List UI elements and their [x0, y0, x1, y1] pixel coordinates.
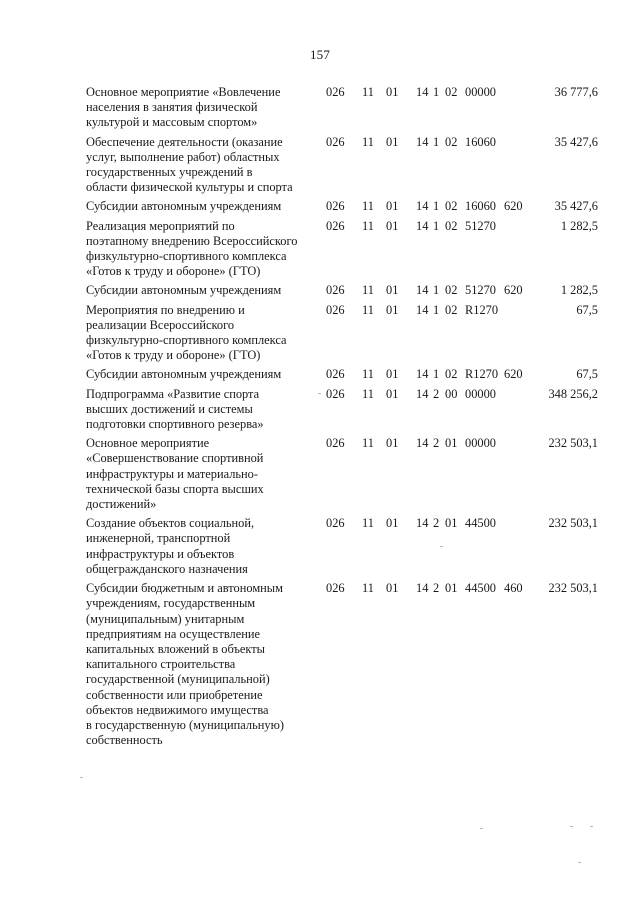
- subprogram-code: 1: [433, 283, 440, 298]
- subsection-code: 01: [386, 199, 399, 214]
- subsection-code: 01: [386, 516, 399, 531]
- scan-speck: [570, 826, 573, 827]
- subprogram-code: 1: [433, 85, 440, 99]
- amount: 35 427,6: [554, 134, 598, 149]
- subsection-code: 01: [386, 134, 399, 149]
- ministry-code: 026: [326, 134, 345, 149]
- direction-code: 00000: [465, 436, 496, 451]
- section-code: 11: [362, 134, 374, 149]
- section-code: 11: [362, 367, 374, 382]
- program-code: 14: [416, 85, 429, 99]
- table-row: [86, 581, 598, 748]
- direction-code: 16060: [465, 134, 496, 149]
- row-name: Субсидии автономным учреждениям: [86, 283, 282, 298]
- direction-code: 16060: [465, 199, 496, 214]
- section-code: 11: [362, 386, 374, 401]
- section-code: 11: [362, 302, 374, 317]
- ministry-code: 026: [326, 302, 345, 317]
- table-row: [86, 199, 598, 214]
- amount: 67,5: [576, 367, 598, 382]
- table-row: [86, 85, 598, 131]
- program-code: 14: [416, 581, 429, 596]
- program-code: 14: [416, 218, 429, 233]
- table-row: [86, 516, 598, 577]
- row-name: Основное мероприятие «Совершенствование спортивной инфраструктуры и материально- технической базы спорта высших достижений»: [86, 436, 264, 512]
- ministry-code: 026: [326, 581, 345, 596]
- subsection-code: 01: [386, 218, 399, 233]
- program-code: 14: [416, 436, 429, 451]
- main-event-code: 02: [445, 367, 458, 382]
- ministry-code: 026: [326, 283, 345, 298]
- program-code: 14: [416, 367, 429, 382]
- section-code: 11: [362, 581, 374, 596]
- expense-type-code: 620: [504, 367, 523, 382]
- expense-type-code: 620: [504, 199, 523, 214]
- subsection-code: 01: [386, 436, 399, 451]
- main-event-code: 02: [445, 302, 458, 317]
- amount: 232 503,1: [548, 436, 598, 451]
- direction-code: 00000: [465, 85, 496, 99]
- subsection-code: 01: [386, 386, 399, 401]
- subprogram-code: 1: [433, 367, 440, 382]
- amount: 35 427,6: [554, 199, 598, 214]
- subprogram-code: 1: [433, 134, 440, 149]
- main-event-code: 01: [445, 516, 458, 531]
- table-row: [86, 367, 598, 382]
- subsection-code: 01: [386, 367, 399, 382]
- program-code: 14: [416, 283, 429, 298]
- main-event-code: 02: [445, 85, 458, 99]
- amount: 1 282,5: [560, 283, 598, 298]
- ministry-code: 026: [326, 199, 345, 214]
- ministry-code: 026: [326, 367, 345, 382]
- table-row: [86, 219, 598, 280]
- row-name: Подпрограмма «Развитие спорта высших достижений и системы подготовки спортивного резерва»: [86, 386, 264, 432]
- subsection-code: 01: [386, 302, 399, 317]
- page-number: 157: [309, 47, 331, 62]
- section-code: 11: [362, 283, 374, 298]
- row-name: Основное мероприятие «Вовлечение населения в занятия физической культурой и массовым спортом»: [86, 85, 281, 130]
- row-name: Реализация мероприятий по поэтапному внедрению Всероссийского физкультурно-спортивного комплекса «Готов к труду и обороне» (ГТО): [86, 218, 298, 279]
- main-event-code: 02: [445, 199, 458, 214]
- main-event-code: 02: [445, 218, 458, 233]
- table-row: [86, 387, 598, 433]
- budget-table: [86, 85, 598, 752]
- row-name: Субсидии автономным учреждениям: [86, 367, 282, 382]
- scan-speck: [318, 393, 321, 394]
- section-code: 11: [362, 199, 374, 214]
- ministry-code: 026: [326, 386, 345, 401]
- amount: 1 282,5: [560, 218, 598, 233]
- ministry-code: 026: [326, 516, 345, 531]
- direction-code: 44500: [465, 581, 496, 596]
- program-code: 14: [416, 199, 429, 214]
- scan-speck: [80, 777, 83, 778]
- main-event-code: 01: [445, 581, 458, 596]
- expense-type-code: 620: [504, 283, 523, 298]
- row-name: Субсидии автономным учреждениям: [86, 199, 282, 214]
- program-code: 14: [416, 134, 429, 149]
- scan-speck: [480, 828, 483, 829]
- scan-speck: [440, 546, 443, 547]
- program-code: 14: [416, 302, 429, 317]
- direction-code: R1270: [465, 367, 499, 382]
- ministry-code: 026: [326, 85, 345, 99]
- main-event-code: 02: [445, 134, 458, 149]
- amount: 232 503,1: [548, 516, 598, 531]
- subprogram-code: 2: [433, 581, 440, 596]
- subprogram-code: 1: [433, 302, 440, 317]
- row-name: Субсидии бюджетным и автономным учреждениям, государственным (муниципальным) унитарным предприятиям на осуществление капитальных вложений в объекты капитального строительства государственной (муниципальной) собственности или приобретение объектов недвижимого имущества в государственную (муниципальную) собственность: [86, 581, 284, 748]
- table-row: [86, 436, 598, 512]
- program-code: 14: [416, 516, 429, 531]
- main-event-code: 00: [445, 386, 458, 401]
- row-name: Мероприятия по внедрению и реализации Всероссийского физкультурно-спортивного комплекса «Готов к труду и обороне» (ГТО): [86, 302, 287, 363]
- amount: 36 777,6: [554, 85, 598, 99]
- direction-code: 51270: [465, 283, 496, 298]
- direction-code: 00000: [465, 386, 496, 401]
- subprogram-code: 2: [433, 386, 440, 401]
- subsection-code: 01: [386, 85, 399, 99]
- direction-code: 44500: [465, 516, 496, 531]
- subprogram-code: 1: [433, 218, 440, 233]
- ministry-code: 026: [326, 218, 345, 233]
- row-name: Создание объектов социальной, инженерной, транспортной инфраструктуры и объектов общегражданского назначения: [86, 516, 255, 576]
- direction-code: R1270: [465, 302, 499, 317]
- amount: 67,5: [576, 302, 598, 317]
- row-name: Обеспечение деятельности (оказание услуг, выполнение работ) областных государственных учреждений в области физической культуры и спорта: [86, 134, 293, 195]
- expense-type-code: 460: [504, 581, 523, 596]
- amount: 348 256,2: [548, 386, 598, 401]
- program-code: 14: [416, 386, 429, 401]
- direction-code: 51270: [465, 218, 496, 233]
- section-code: 11: [362, 436, 374, 451]
- subprogram-code: 2: [433, 436, 440, 451]
- subprogram-code: 2: [433, 516, 440, 531]
- section-code: 11: [362, 218, 374, 233]
- table-row: [86, 135, 598, 196]
- section-code: 11: [362, 85, 374, 99]
- main-event-code: 02: [445, 283, 458, 298]
- subprogram-code: 1: [433, 199, 440, 214]
- table-row: [86, 303, 598, 364]
- ministry-code: 026: [326, 436, 345, 451]
- table-row: [86, 283, 598, 298]
- amount: 232 503,1: [548, 581, 598, 596]
- main-event-code: 01: [445, 436, 458, 451]
- scan-speck: [578, 862, 581, 863]
- section-code: 11: [362, 516, 374, 531]
- subsection-code: 01: [386, 283, 399, 298]
- subsection-code: 01: [386, 581, 399, 596]
- scan-speck: [590, 826, 593, 827]
